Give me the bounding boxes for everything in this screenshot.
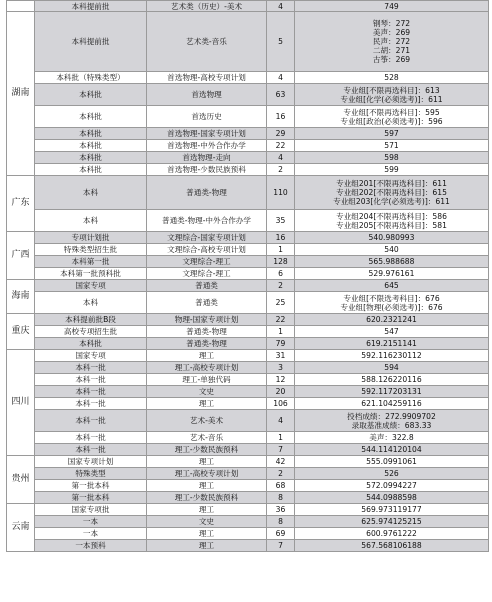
score-cell (295, 326, 489, 338)
score-line: 600.9761222 (366, 529, 417, 538)
score-line: 621.104259116 (361, 399, 422, 408)
batch-cell: 高校专项招生批 (35, 326, 147, 338)
score-cell (295, 314, 489, 326)
table-row (7, 338, 489, 350)
score-line: 526 (384, 469, 399, 478)
province-cell (7, 1, 35, 12)
province-cell: 贵州 (7, 456, 35, 504)
table-row (7, 362, 489, 374)
batch-cell: 本科一批 (35, 444, 147, 456)
batch-cell: 本科一批 (35, 410, 147, 432)
table-row (7, 350, 489, 362)
score-line: 专业组202[不限再选科目]：615 (336, 188, 447, 197)
count-cell: 1 (267, 326, 295, 338)
table-row (7, 492, 489, 504)
batch-cell: 特殊类型 (35, 468, 147, 480)
score-line: 598 (384, 153, 399, 162)
category-cell: 文史 (147, 386, 267, 398)
score-line: 540 (384, 245, 399, 254)
score-line: 572.0994227 (366, 481, 417, 490)
category-cell: 文理综合-理工 (147, 256, 267, 268)
score-line: 美声：322.8 (369, 433, 414, 442)
score-cell (295, 516, 489, 528)
batch-cell: 本科一批 (35, 374, 147, 386)
province-cell: 海南 (7, 280, 35, 314)
batch-cell: 本科一批 (35, 432, 147, 444)
score-cell (295, 432, 489, 444)
table-row (7, 444, 489, 456)
score-line: 投档成绩：272.9909702 (347, 411, 436, 421)
batch-cell: 本科批 (35, 140, 147, 152)
category-cell: 普通类 (147, 292, 267, 314)
count-cell: 128 (267, 256, 295, 268)
count-cell: 4 (267, 410, 295, 432)
batch-cell: 本科 (35, 176, 147, 210)
score-line: 专业组201[不限再选科目]：611 (336, 179, 447, 188)
category-cell: 首选物理-走向 (147, 152, 267, 164)
count-cell: 16 (267, 232, 295, 244)
category-cell: 首选历史 (147, 106, 267, 128)
score-line: 专业组[不限再选科目]：595 (343, 107, 440, 117)
category-cell: 理工 (147, 398, 267, 410)
table-row (7, 504, 489, 516)
category-cell: 文理综合-国家专项计划 (147, 232, 267, 244)
category-cell: 理工 (147, 480, 267, 492)
count-cell: 12 (267, 374, 295, 386)
score-line: 二胡：271 (372, 46, 411, 55)
score-cell (295, 540, 489, 552)
score-cell (295, 504, 489, 516)
table-row (7, 256, 489, 268)
score-line: 569.973119177 (361, 505, 422, 514)
score-line: 专业组205[不限再选科目]：581 (336, 220, 447, 230)
score-cell (295, 398, 489, 410)
category-cell: 普通类-物理 (147, 326, 267, 338)
category-cell: 物理-国家专项计划 (147, 314, 267, 326)
category-cell: 理工-单独代码 (147, 374, 267, 386)
count-cell: 4 (267, 72, 295, 84)
count-cell: 8 (267, 516, 295, 528)
province-cell: 四川 (7, 350, 35, 456)
table-row (7, 398, 489, 410)
score-line: 597 (384, 129, 399, 138)
count-cell: 2 (267, 164, 295, 176)
score-line: 古筝：269 (372, 55, 411, 64)
score-cell (295, 492, 489, 504)
batch-cell: 国家专项 (35, 280, 147, 292)
score-line: 540.980993 (368, 233, 415, 242)
batch-cell: 国家专项批 (35, 504, 147, 516)
count-cell: 36 (267, 504, 295, 516)
score-cell (295, 1, 489, 12)
table-row (7, 232, 489, 244)
count-cell: 106 (267, 398, 295, 410)
table-row (7, 528, 489, 540)
count-cell: 1 (267, 432, 295, 444)
count-cell: 35 (267, 210, 295, 232)
category-cell: 理工-少数民族预科 (147, 444, 267, 456)
batch-cell: 本科批 (35, 128, 147, 140)
batch-cell: 本科第一批预科批 (35, 268, 147, 280)
count-cell: 7 (267, 444, 295, 456)
category-cell: 艺术-美术 (147, 410, 267, 432)
table-row (7, 164, 489, 176)
batch-cell: 本科批 (35, 152, 147, 164)
score-line: 529.976161 (368, 269, 415, 278)
score-cell (295, 244, 489, 256)
province-cell: 广西 (7, 232, 35, 280)
batch-cell: 特殊类型招生批 (35, 244, 147, 256)
score-cell (295, 410, 489, 432)
count-cell: 25 (267, 292, 295, 314)
category-cell: 文理综合-高校专项计划 (147, 244, 267, 256)
batch-cell: 第一批本科 (35, 492, 147, 504)
score-line: 567.568106188 (361, 541, 422, 550)
table-row (7, 72, 489, 84)
category-cell: 理工 (147, 456, 267, 468)
batch-cell: 第一批本科 (35, 480, 147, 492)
category-cell: 艺术类-音乐 (147, 12, 267, 72)
score-cell (295, 362, 489, 374)
batch-cell: 一本 (35, 516, 147, 528)
batch-cell: 本科批 (35, 106, 147, 128)
score-line: 555.0991061 (366, 457, 417, 466)
table-row (7, 314, 489, 326)
score-cell (295, 72, 489, 84)
count-cell: 2 (267, 280, 295, 292)
count-cell: 7 (267, 540, 295, 552)
score-line: 专业组[物理(必须选考)]：676 (340, 302, 443, 312)
province-cell: 云南 (7, 504, 35, 552)
table-row (7, 280, 489, 292)
batch-cell: 本科 (35, 210, 147, 232)
table-row (7, 292, 489, 314)
count-cell: 42 (267, 456, 295, 468)
table-body (7, 1, 489, 552)
count-cell: 6 (267, 268, 295, 280)
score-line: 592.116230112 (361, 351, 422, 360)
count-cell: 16 (267, 106, 295, 128)
category-cell: 首选物理-少数民族预科 (147, 164, 267, 176)
batch-cell: 国家专项 (35, 350, 147, 362)
batch-cell: 本科提前批 (35, 1, 147, 12)
category-cell: 普通类-物理 (147, 176, 267, 210)
score-line: 专业组[化学(必须选考)]：611 (340, 94, 443, 104)
category-cell: 文史 (147, 516, 267, 528)
score-line: 钢琴：272 (372, 19, 411, 28)
category-cell: 理工-高校专项计划 (147, 362, 267, 374)
score-cell (295, 292, 489, 314)
count-cell: 22 (267, 140, 295, 152)
score-cell (295, 140, 489, 152)
batch-cell: 一本预科 (35, 540, 147, 552)
score-cell (295, 256, 489, 268)
score-line: 619.2151141 (366, 339, 417, 348)
category-cell: 理工 (147, 504, 267, 516)
category-cell: 首选物理-中外合作办学 (147, 140, 267, 152)
batch-cell: 本科批 (35, 164, 147, 176)
category-cell: 理工 (147, 528, 267, 540)
category-cell: 理工-高校专项计划 (147, 468, 267, 480)
count-cell: 68 (267, 480, 295, 492)
score-cell (295, 444, 489, 456)
score-line: 565.988688 (368, 257, 415, 266)
count-cell: 69 (267, 528, 295, 540)
province-cell: 重庆 (7, 314, 35, 350)
score-line: 专业组204[不限再选科目]：586 (336, 211, 447, 221)
batch-cell: 本科 (35, 292, 147, 314)
score-line: 594 (384, 363, 399, 372)
count-cell: 20 (267, 386, 295, 398)
score-line: 544.114120104 (361, 445, 422, 454)
province-cell: 广东 (7, 176, 35, 232)
score-cell (295, 12, 489, 72)
score-line: 专业组203[化学(必须选考)]：611 (333, 197, 450, 206)
table-row (7, 106, 489, 128)
scores-table-grid (6, 0, 489, 552)
count-cell: 31 (267, 350, 295, 362)
batch-cell: 本科提前批B段 (35, 314, 147, 326)
category-cell: 首选物理 (147, 84, 267, 106)
category-cell: 文理综合-理工 (147, 268, 267, 280)
score-cell (295, 280, 489, 292)
score-cell (295, 84, 489, 106)
batch-cell: 本科一批 (35, 362, 147, 374)
category-cell: 艺术-音乐 (147, 432, 267, 444)
batch-cell: 本科一批 (35, 386, 147, 398)
count-cell: 2 (267, 468, 295, 480)
category-cell: 艺术类（历史）-美术 (147, 1, 267, 12)
batch-cell: 一本 (35, 528, 147, 540)
score-cell (295, 480, 489, 492)
count-cell: 4 (267, 1, 295, 12)
province-cell: 湖南 (7, 12, 35, 176)
category-cell: 普通类-物理-中外合作办学 (147, 210, 267, 232)
score-cell (295, 386, 489, 398)
table-row (7, 432, 489, 444)
score-line: 544.0988598 (366, 493, 417, 502)
table-row (7, 374, 489, 386)
score-line: 625.974125215 (361, 517, 422, 526)
batch-cell: 本科提前批 (35, 12, 147, 72)
score-line: 588.126220116 (361, 375, 422, 384)
table-row (7, 410, 489, 432)
batch-cell: 国家专项计划 (35, 456, 147, 468)
batch-cell: 专项计划批 (35, 232, 147, 244)
score-line: 528 (384, 73, 399, 82)
count-cell: 79 (267, 338, 295, 350)
table-row (7, 1, 489, 12)
count-cell: 63 (267, 84, 295, 106)
count-cell: 1 (267, 244, 295, 256)
table-row (7, 210, 489, 232)
category-cell: 首选物理-国家专项计划 (147, 128, 267, 140)
score-line: 620.2321241 (366, 315, 417, 324)
table-row (7, 386, 489, 398)
count-cell: 8 (267, 492, 295, 504)
score-line: 645 (384, 281, 399, 290)
count-cell: 5 (267, 12, 295, 72)
table-row (7, 268, 489, 280)
score-cell (295, 232, 489, 244)
batch-cell: 本科批 (35, 84, 147, 106)
table-row (7, 176, 489, 210)
batch-cell: 本科批（特殊类型） (35, 72, 147, 84)
category-cell: 普通类-物理 (147, 338, 267, 350)
score-cell (295, 338, 489, 350)
table-row (7, 456, 489, 468)
batch-cell: 本科一批 (35, 398, 147, 410)
score-line: 599 (384, 165, 399, 174)
table-row (7, 244, 489, 256)
table-row (7, 84, 489, 106)
count-cell: 29 (267, 128, 295, 140)
category-cell: 理工-少数民族预科 (147, 492, 267, 504)
score-line: 749 (384, 1, 399, 11)
score-cell (295, 106, 489, 128)
count-cell: 3 (267, 362, 295, 374)
score-line: 专业组[政治(必须选考)]：596 (340, 116, 443, 126)
table-row (7, 480, 489, 492)
table-row (7, 140, 489, 152)
score-cell (295, 164, 489, 176)
count-cell: 4 (267, 152, 295, 164)
count-cell: 22 (267, 314, 295, 326)
table-row (7, 516, 489, 528)
score-cell (295, 528, 489, 540)
score-line: 592.117203131 (361, 387, 422, 396)
score-cell (295, 468, 489, 480)
score-line: 民声：272 (372, 37, 411, 46)
table-row (7, 468, 489, 480)
category-cell: 普通类 (147, 280, 267, 292)
score-cell (295, 176, 489, 210)
score-cell (295, 152, 489, 164)
category-cell: 理工 (147, 350, 267, 362)
score-cell (295, 374, 489, 386)
score-line: 专业组[不限再选科目]：613 (343, 85, 440, 95)
table-row (7, 152, 489, 164)
score-line: 571 (384, 141, 399, 150)
count-cell: 110 (267, 176, 295, 210)
batch-cell: 本科第一批 (35, 256, 147, 268)
table-row (7, 326, 489, 338)
batch-cell: 本科批 (35, 338, 147, 350)
table-row (7, 12, 489, 72)
score-line: 录取基准成绩：683.33 (351, 420, 432, 430)
category-cell: 理工 (147, 540, 267, 552)
score-cell (295, 456, 489, 468)
score-cell (295, 350, 489, 362)
table-row (7, 128, 489, 140)
score-cell (295, 268, 489, 280)
category-cell: 首选物理-高校专项计划 (147, 72, 267, 84)
score-cell (295, 210, 489, 232)
score-line: 专业组[不限选考科目]：676 (343, 293, 440, 303)
score-cell (295, 128, 489, 140)
score-line: 美声：269 (372, 28, 411, 37)
table-row (7, 540, 489, 552)
score-line: 547 (384, 327, 399, 336)
